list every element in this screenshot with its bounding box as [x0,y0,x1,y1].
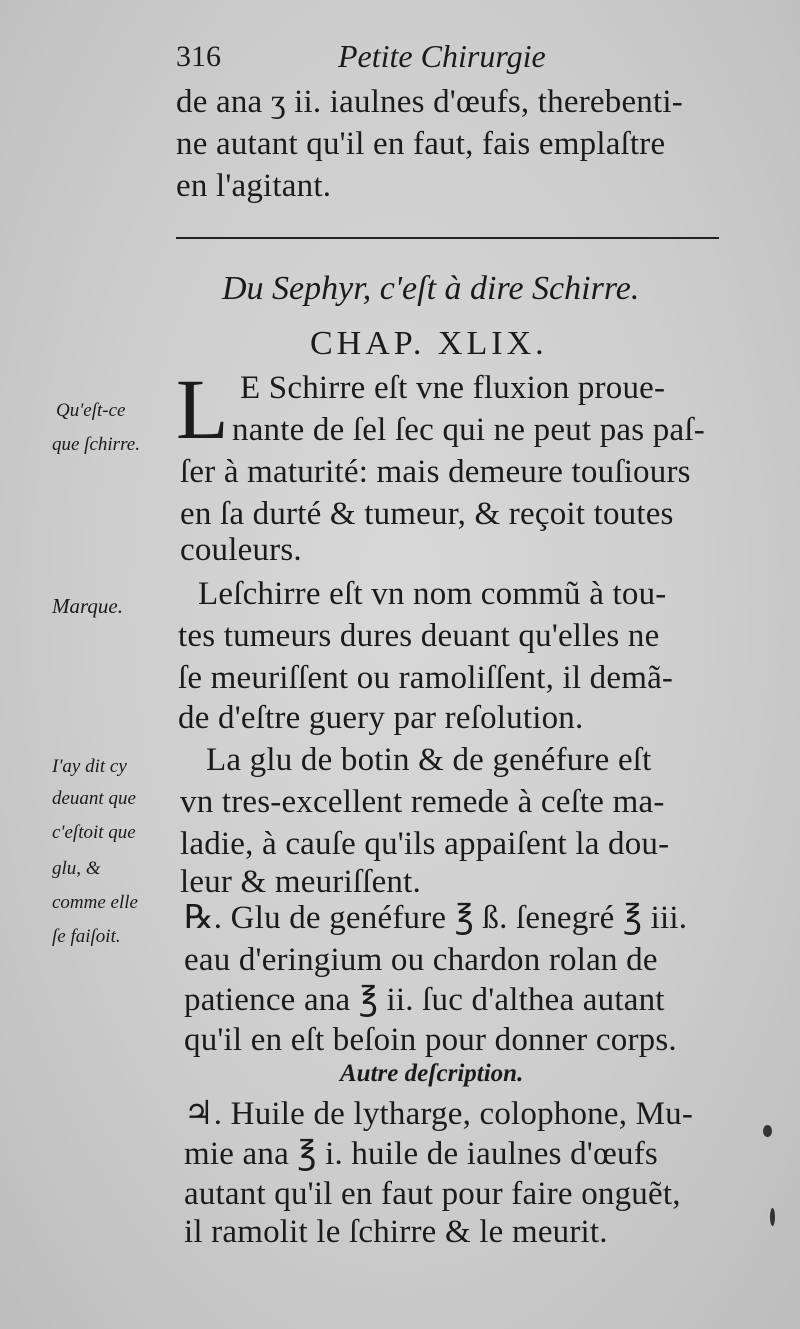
text-line: ſer à maturité: mais demeure touſiours [180,454,691,490]
text-line: nante de ſel ſec qui ne peut pas paſ- [232,412,705,448]
text-line: couleurs. [180,532,302,568]
text-line: ſe meuriſſent ou ramoliſſent, il demã- [178,660,674,696]
section-title: Du Sephyr, c'eſt à dire Schirre. [222,270,640,307]
margin-note: que ſchirre. [52,434,140,455]
text-line: La glu de botin & de genéfure eſt [206,742,652,778]
text-line: patience ana ℥ ii. ſuc d'althea autant [184,982,665,1018]
text-line: E Schirre eſt vne fluxion proue- [240,370,666,406]
text-line: Leſchirre eſt vn nom commũ à tou- [198,576,667,612]
text-line: en l'agitant. [176,168,332,204]
text-line: ladie, à cauſe qu'ils appaiſent la dou- [180,826,670,862]
text-line: tes tumeurs dures deuant qu'elles ne [178,618,660,654]
text-line: ♃. Huile de lytharge, colophone, Mu- [184,1096,694,1132]
margin-note: c'eſtoit que [52,822,136,843]
margin-note: I'ay dit cy [52,756,127,777]
margin-note: deuant que [52,788,136,809]
margin-note: glu, & [52,858,101,879]
text-line: vn tres-excellent remede à ceſte ma- [180,784,665,820]
margin-note: ſe faiſoit. [52,926,121,947]
page-number: 316 [176,40,221,73]
margin-note: comme elle [52,892,138,913]
drop-cap: L [176,361,229,457]
margin-note: Qu'eſt-ce [56,400,126,421]
chapter-heading: CHAP. XLIX. [310,325,548,362]
text-line: eau d'eringium ou chardon rolan de [184,942,658,978]
text-line: mie ana ℥ i. huile de iaulnes d'œufs [184,1136,658,1172]
text-line: ne autant qu'il en faut, fais emplaſtre [176,126,666,162]
running-title: Petite Chirurgie [338,38,546,74]
text-line: il ramolit le ſchirre & le meurit. [184,1214,608,1250]
text-line: autant qu'il en faut pour faire onguẽt, [184,1176,681,1212]
ink-speck [770,1208,775,1226]
ink-speck [763,1125,772,1137]
text-line: leur & meuriſſent. [180,864,421,900]
text-line: en ſa durté & tumeur, & reçoit toutes [180,496,674,532]
subheading: Autre deſcription. [340,1060,524,1087]
text-line: qu'il en eſt beſoin pour donner corps. [184,1022,677,1058]
text-line: ℞. Glu de genéfure ℥ ß. ſenegré ℥ iii. [184,900,688,936]
text-line: de d'eſtre guery par reſolution. [178,700,584,736]
margin-note: Marque. [52,594,123,618]
section-divider [176,237,719,239]
text-line: de ana ʒ ii. iaulnes d'œufs, therebenti- [176,84,683,120]
